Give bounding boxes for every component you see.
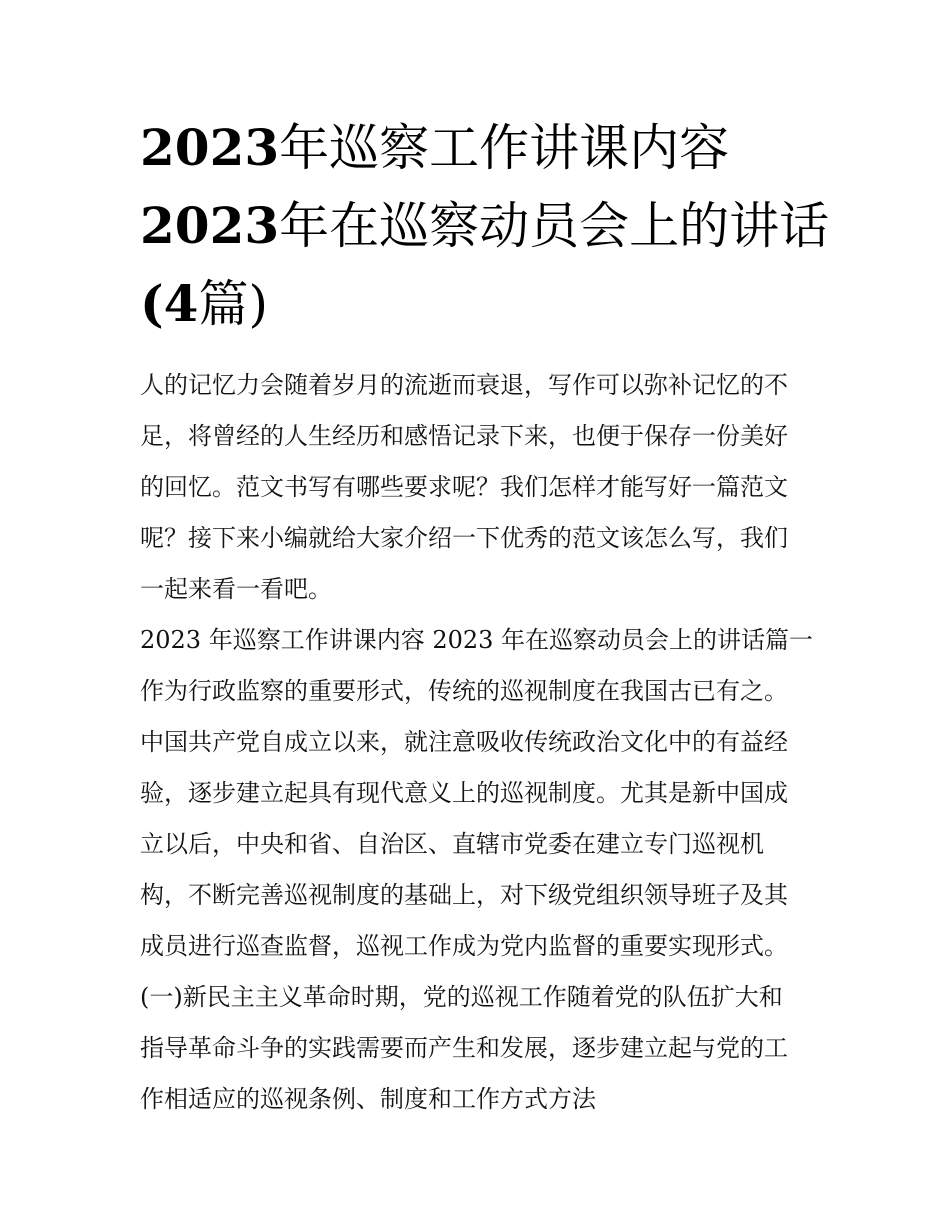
title-text: 篇) — [198, 275, 268, 333]
document-title-line-3 — [140, 274, 840, 334]
title-text: 年巡察工作讲课内容 — [279, 119, 730, 177]
body-line: 足，将曾经的人生经历和感悟记录下来，也便于保存一份美好 — [140, 422, 788, 450]
body-line: 作相适应的巡视条例、制度和工作方式方法 — [140, 1085, 596, 1113]
title-count: (4 — [140, 274, 199, 333]
section-heading: 2023 年巡察工作讲课内容 2023 年在巡察动员会上的讲话篇一 — [140, 626, 814, 654]
body-line: 立以后，中央和省、自治区、直辖市党委在建立专门巡视机 — [140, 830, 764, 858]
document-body — [140, 360, 820, 1125]
body-line: 构，不断完善巡视制度的基础上，对下级党组织领导班子及其 — [140, 881, 788, 909]
body-line: 成员进行巡查监督，巡视工作成为党内监督的重要实现形式。 — [140, 932, 788, 960]
body-line: 作为行政监察的重要形式，传统的巡视制度在我国古已有之。 — [140, 677, 788, 705]
body-line: 一起来看一看吧。 — [140, 575, 332, 603]
body-line: 人的记忆力会随着岁月的流逝而衰退，写作可以弥补记忆的不 — [140, 371, 788, 399]
body-line: 指导革命斗争的实践需要而产生和发展，逐步建立起与党的工 — [140, 1034, 788, 1062]
document-title-line-2 — [140, 196, 840, 256]
document-title-line-1 — [140, 118, 840, 178]
title-year: 2023 — [140, 196, 280, 255]
body-line: 中国共产党自成立以来，就注意吸收传统政治文化中的有益经 — [140, 728, 788, 756]
title-year: 2023 — [140, 118, 280, 177]
body-line: (一)新民主主义革命时期，党的巡视工作随着党的队伍扩大和 — [140, 983, 783, 1011]
body-line: 的回忆。范文书写有哪些要求呢？我们怎样才能写好一篇范文 — [140, 473, 788, 501]
body-line: 呢？接下来小编就给大家介绍一下优秀的范文该怎么写，我们 — [140, 524, 788, 552]
body-line: 验，逐步建立起具有现代意义上的巡视制度。尤其是新中国成 — [140, 779, 788, 807]
title-text: 年在巡察动员会上的讲话 — [279, 197, 830, 255]
